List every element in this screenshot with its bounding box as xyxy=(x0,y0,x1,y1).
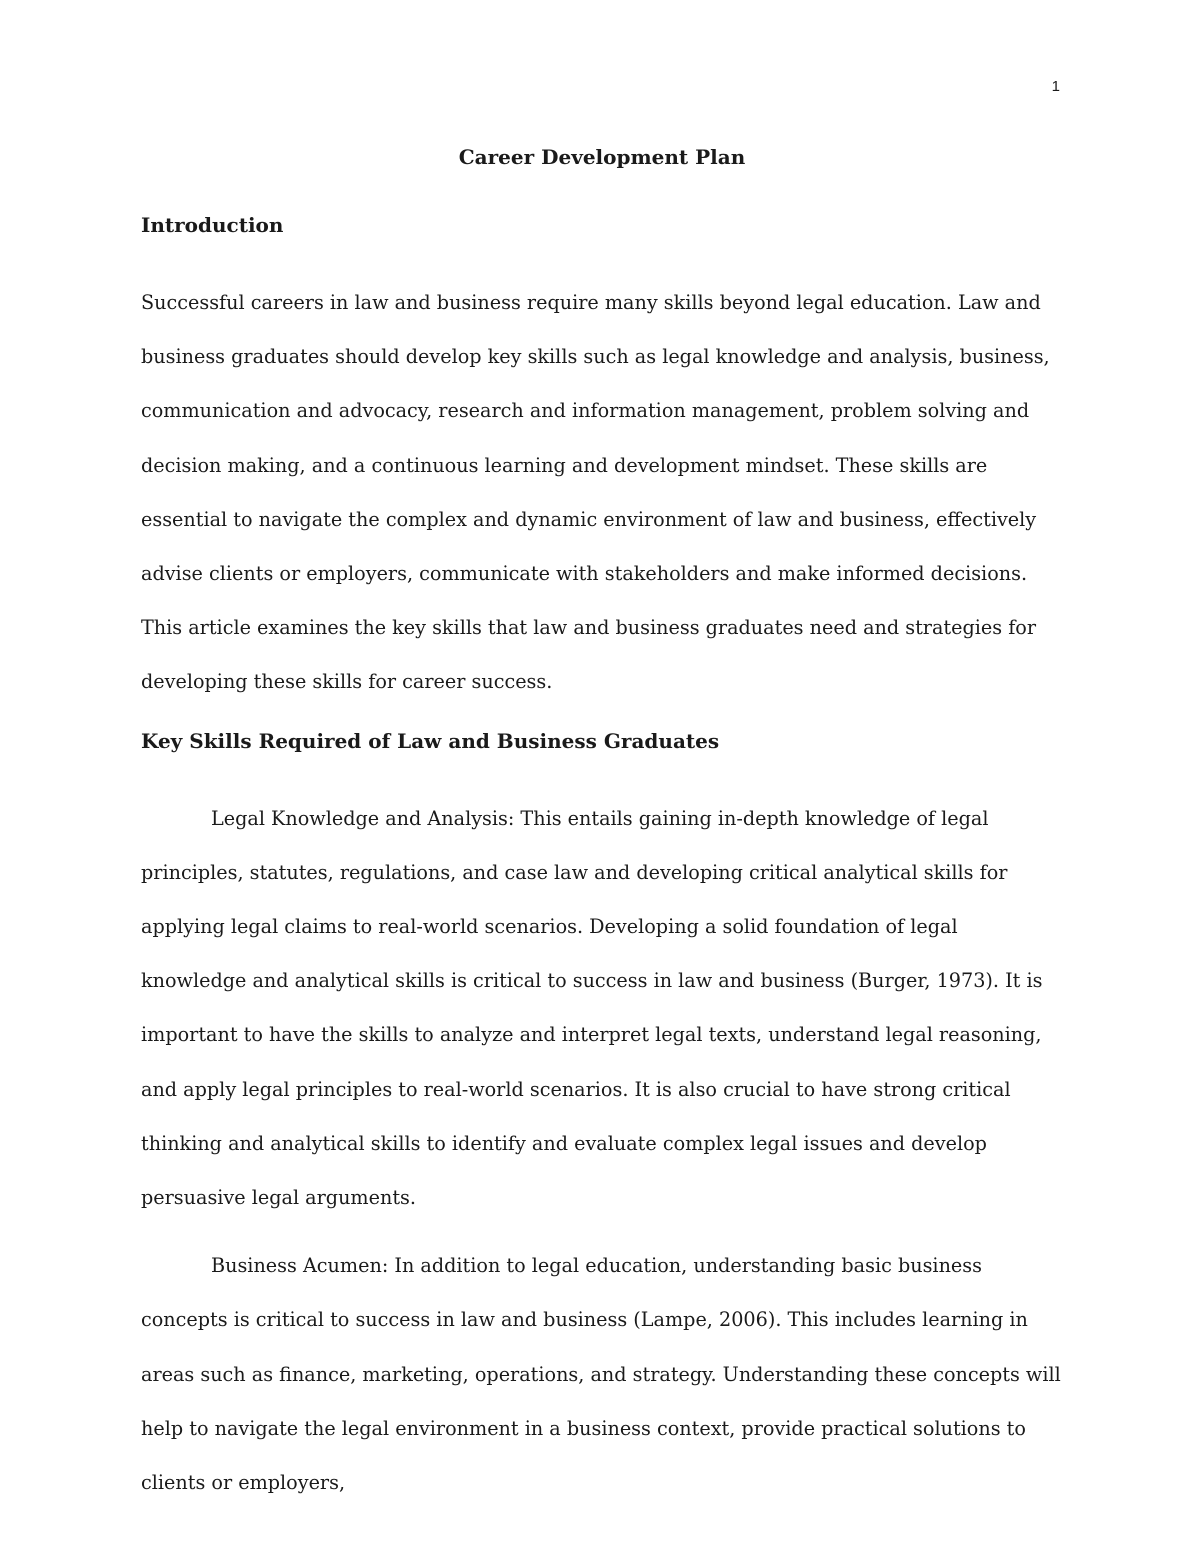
business-acumen-paragraph: Business Acumen: In addition to legal education, understanding basic business concepts is critical to success in law and business (Lampe, 2006). This includes learning in areas such as finance, marketing, operations, and strategy. Understanding these concepts will help to navigate the legal environment in a business context, provide practical solutions to clients or employers, xyxy=(141,1254,1061,1495)
introduction-paragraph: Successful careers in law and business require many skills beyond legal education. Law and business graduates should develop key skills such as legal knowledge and analysis, business, communication and advocacy, research and information management, problem solving and decision making, and a continuous learning and development mindset. These skills are essential to navigate the complex and dynamic environment of law and business, effectively advise clients or employers, communicate with stakeholders and make informed decisions. This article examines the key skills that law and business graduates need and strategies for developing these skills for career success. xyxy=(141,291,1050,694)
section-heading-key-skills: Key Skills Required of Law and Business Graduates xyxy=(141,728,720,753)
page-number: 1 xyxy=(1051,78,1060,95)
section-heading-introduction: Introduction xyxy=(141,213,284,237)
document-title: Career Development Plan xyxy=(458,145,746,169)
legal-knowledge-paragraph: Legal Knowledge and Analysis: This entails gaining in-depth knowledge of legal principles, statutes, regulations, and case law and developing critical analytical skills for applying legal claims to real-world scenarios. Developing a solid foundation of legal knowledge and analytical skills is critical to success in law and business (Burger, 1973). It is important to have the skills to analyze and interpret legal texts, understand legal reasoning, and apply legal principles to real-world scenarios. It is also crucial to have strong critical thinking and analytical skills to identify and evaluate complex legal issues and develop persuasive legal arguments. xyxy=(141,806,1043,1210)
document-body xyxy=(141,140,1063,1510)
